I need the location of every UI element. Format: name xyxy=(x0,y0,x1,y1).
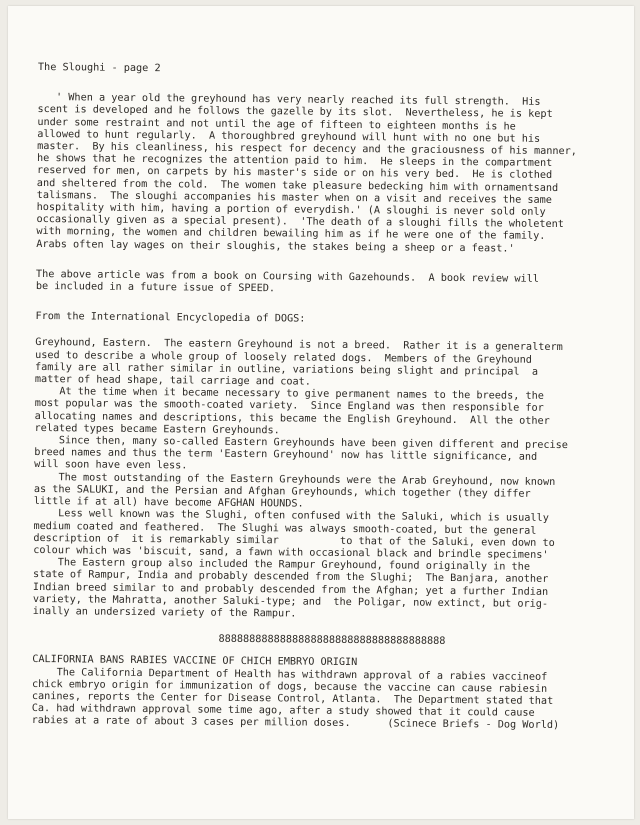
encyclopedia-line: little if at all) have become AFGHAN HOUNDS. xyxy=(33,496,304,510)
news-block xyxy=(32,667,623,734)
encyclopedia-line: related types became Eastern Greyhounds. xyxy=(34,422,280,437)
quote-line: hospitality with him, having a portion of everydish.' (A sloughi is never sold only xyxy=(36,202,546,218)
quote-line: he shows that he recognizes the attention paid to him. He sleeps in the compartment xyxy=(37,153,553,170)
news-heading: CALIFORNIA BANS RABIES VACCINE OF CHICH EMBRYO ORIGIN xyxy=(32,654,358,669)
quote-line: ' When a year old the greyhound has very nearly reached its full strength. His xyxy=(37,92,541,109)
encyclopedia-line: Greyhound, Eastern. The eastern Greyhound is not a breed. Rather it is a generalterm xyxy=(35,337,563,354)
note-line: be included in a future issue of SPEED. xyxy=(35,281,276,295)
news-line: canines, reports the Center for Disease Control, Atlanta. The Department stated that xyxy=(31,690,554,707)
quote-line: allowed to hunt regularly. A thoroughbred greyhound will hunt with no one but his xyxy=(37,128,541,145)
news-line: Ca. had withdrawn approval some time ago, after a study showed that it could cause xyxy=(31,703,535,719)
news-line: rabies at a rate of about 3 cases per million doses. (Scinece Briefs - Dog World) xyxy=(31,715,560,732)
typed-text xyxy=(32,62,628,733)
encyclopedia-line: description of it is remarkably similar to that of the Saluki, even down to xyxy=(33,532,555,549)
quote-line: under some restraint and not until the age of fifteen to eighteen months is he xyxy=(37,116,516,133)
quote-line: scent is developed and he follows the gazelle by its slot. Nevertheless, he is kept xyxy=(37,104,553,121)
encyclopedia-line: medium coated and feathered. The Slughi was always smooth-coated, but the general xyxy=(33,520,537,537)
encyclopedia-line: The Eastern group also included the Rampur Greyhound, found originally in the xyxy=(33,557,531,573)
encyclopedia-line: most popular was the smooth-coated variety. Since England was then responsible for xyxy=(34,398,544,415)
encyclopedia-line: breed names and thus the term 'Eastern Greyhound' now has little significance, and xyxy=(34,447,538,464)
encyclopedia-line: inally an undersized variety of the Rampur. xyxy=(32,605,297,620)
quote-line: talismans. The sloughi accompanies his master when on a visit and receives the same xyxy=(36,189,552,206)
note-line: The above article was from a book on Coursing with Gazehounds. A book review will xyxy=(35,268,539,285)
encyclopedia-line: Indian breed similar to and probably descended from the Afghan; yet a further Indian xyxy=(32,581,549,598)
encyclopedia-line: family are all rather similar in outline, variations being slight and principal a xyxy=(35,361,539,378)
encyclopedia-line: matter of head shape, tail carriage and coat. xyxy=(34,374,312,388)
encyclopedia-line: state of Rampur, India and probably descended from the Slughi; The Banjara, another xyxy=(33,569,549,586)
quote-line: with morning, the women and children bewailing him as if he were one of the family. xyxy=(36,226,546,243)
page-header: The Sloughi - page 2 xyxy=(37,62,161,75)
encyclopedia-line: Since then, many so-called Eastern Greyhounds have been given different and precise xyxy=(34,435,569,452)
news-line: The California Department of Health has withdrawn approval of a rabies vaccineof xyxy=(32,666,548,683)
quote-line: Arabs often lay wages on their sloughis, the stakes being a sheep or a feast.' xyxy=(36,238,515,255)
encyclopedia-line: variety, the Mahratta, another Saluki-type; and the Poligar, now extinct, but orig- xyxy=(32,593,549,610)
encyclopedia-line: colour which was 'biscuit, sand, a fawn with occasional black and brindle specimens' xyxy=(33,544,549,561)
quote-block xyxy=(36,92,627,256)
document-page xyxy=(8,6,634,819)
encyclopedia-line: will soon have even less. xyxy=(34,459,188,472)
quote-line: occasionally given as a special present). 'The death of a sloughi fills the wholetent xyxy=(36,214,564,231)
quote-line: and sheltered from the cold. The women take pleasure bedecking him with ornamentsand xyxy=(36,177,559,194)
quote-line: master. By his cleanliness, his respect for decency and the graciousness of his manner, xyxy=(37,141,577,158)
encyclopedia-line: used to describe a whole group of loosely related dogs. Members of the Greyhound xyxy=(35,349,533,366)
encyclopedia-line: allocating names and descriptions, this became the English Greyhound. All the other xyxy=(34,410,550,427)
encyclopedia-line: Less well known was the Slughi, often confused with the Saluki, which is usually xyxy=(33,508,549,525)
news-line: chick embryo origin for immunization of dogs, because the vaccine can cause rabiesin xyxy=(31,678,548,695)
encyclopedia-line: At the time when it became necessary to give permanent names to the breeds, the xyxy=(34,386,544,403)
encyclopedia-line: as the SALUKI, and the Persian and Afghan Greyhounds, which together (they differ xyxy=(33,483,531,500)
encyclopedia-line: The most outstanding of the Eastern Greyhounds were the Arab Greyhound, now known xyxy=(33,471,556,488)
encyclopedia-block xyxy=(33,337,626,623)
quote-line: reserved for men, on carpets by his master's side or on his very bed. He is clothed xyxy=(36,165,553,182)
encyclopedia-heading: From the International Encyclopedia of DOGS: xyxy=(35,311,306,325)
separator-line: 8888888888888888888888888888888888888 xyxy=(218,633,446,648)
